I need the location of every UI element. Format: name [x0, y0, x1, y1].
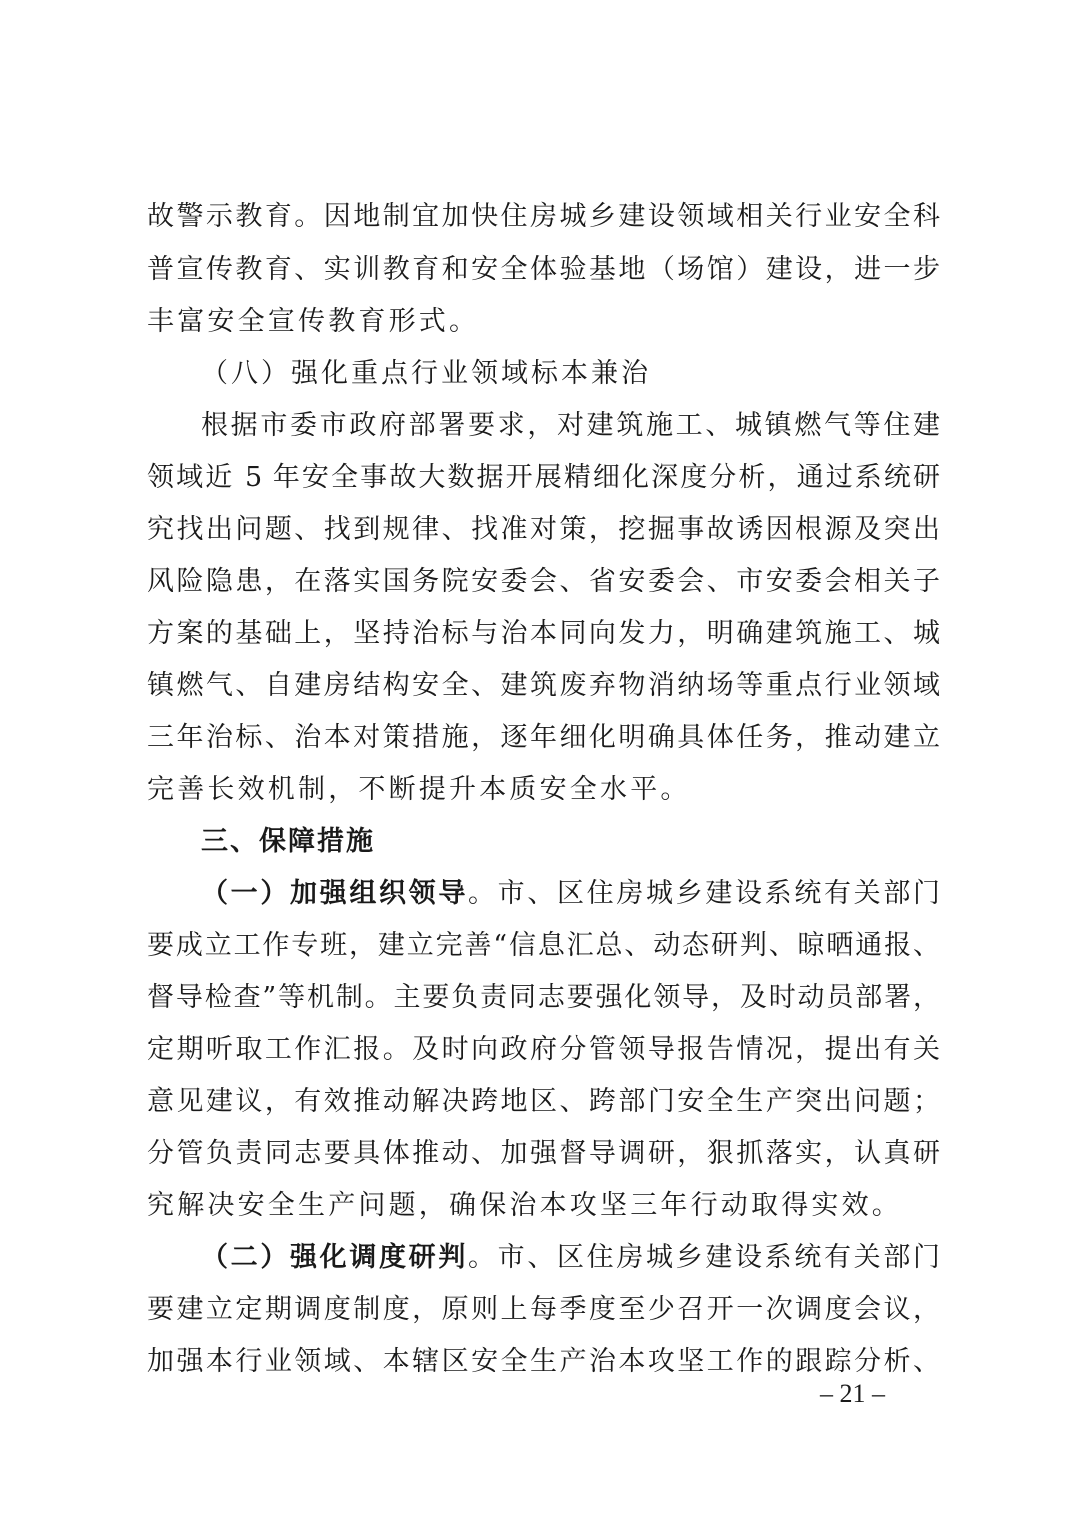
text-line: 风险隐患，在落实国务院安委会、省安委会、市安委会相关子 [147, 566, 940, 597]
paragraph-title: （一）加强组织领导 [201, 878, 468, 909]
paragraph-title: （二）强化调度研判 [201, 1242, 468, 1273]
text-line: 加强本行业领域、本辖区安全生产治本攻坚工作的跟踪分析、 [147, 1346, 940, 1377]
text-line: 完善长效机制，不断提升本质安全水平。 [147, 774, 691, 805]
paragraph-text: 。市、区住房城乡建设系统有关部门 [468, 878, 940, 909]
text-line: 分管负责同志要具体推动、加强督导调研，狠抓落实，认真研 [147, 1138, 940, 1169]
text-line: 要建立定期调度制度，原则上每季度至少召开一次调度会议， [147, 1294, 940, 1325]
text-line: 督导检查”等机制。主要负责同志要强化领导，及时动员部署， [147, 982, 940, 1013]
text-line: 究找出问题、找到规律、找准对策，挖掘事故诱因根源及突出 [147, 514, 940, 545]
text-line: 究解决安全生产问题，确保治本攻坚三年行动取得实效。 [147, 1190, 902, 1221]
text-line: 三年治标、治本对策措施，逐年细化明确具体任务，推动建立 [147, 722, 940, 753]
page-number: – 21 – [820, 1379, 885, 1408]
text-line: 故警示教育。因地制宜加快住房城乡建设领域相关行业安全科 [147, 201, 940, 232]
section-heading-8: （八）强化重点行业领域标本兼治 [201, 358, 651, 389]
text-line: 要成立工作专班，建立完善“信息汇总、动态研判、晾晒通报、 [147, 930, 940, 961]
text-line: 方案的基础上，坚持治标与治本同向发力，明确建筑施工、城 [147, 618, 940, 649]
paragraph-text: 。市、区住房城乡建设系统有关部门 [468, 1242, 940, 1273]
text-line: 镇燃气、自建房结构安全、建筑废弃物消纳场等重点行业领域 [147, 670, 940, 701]
text-line: 根据市委市政府部署要求，对建筑施工、城镇燃气等住建 [201, 410, 940, 441]
text-line: 定期听取工作汇报。及时向政府分管领导报告情况，提出有关 [147, 1034, 940, 1065]
paragraph-first-line [201, 1238, 940, 1278]
text-line: 领域近 5 年安全事故大数据开展精细化深度分析，通过系统研 [147, 462, 940, 493]
section-heading-3: 三、保障措施 [201, 826, 375, 857]
text-line: 普宣传教育、实训教育和安全体验基地（场馆）建设，进一步 [147, 254, 940, 285]
text-line: 丰富安全宣传教育形式。 [147, 306, 480, 337]
text-line: 意见建议，有效推动解决跨地区、跨部门安全生产突出问题； [147, 1086, 940, 1117]
paragraph-first-line [201, 874, 940, 914]
